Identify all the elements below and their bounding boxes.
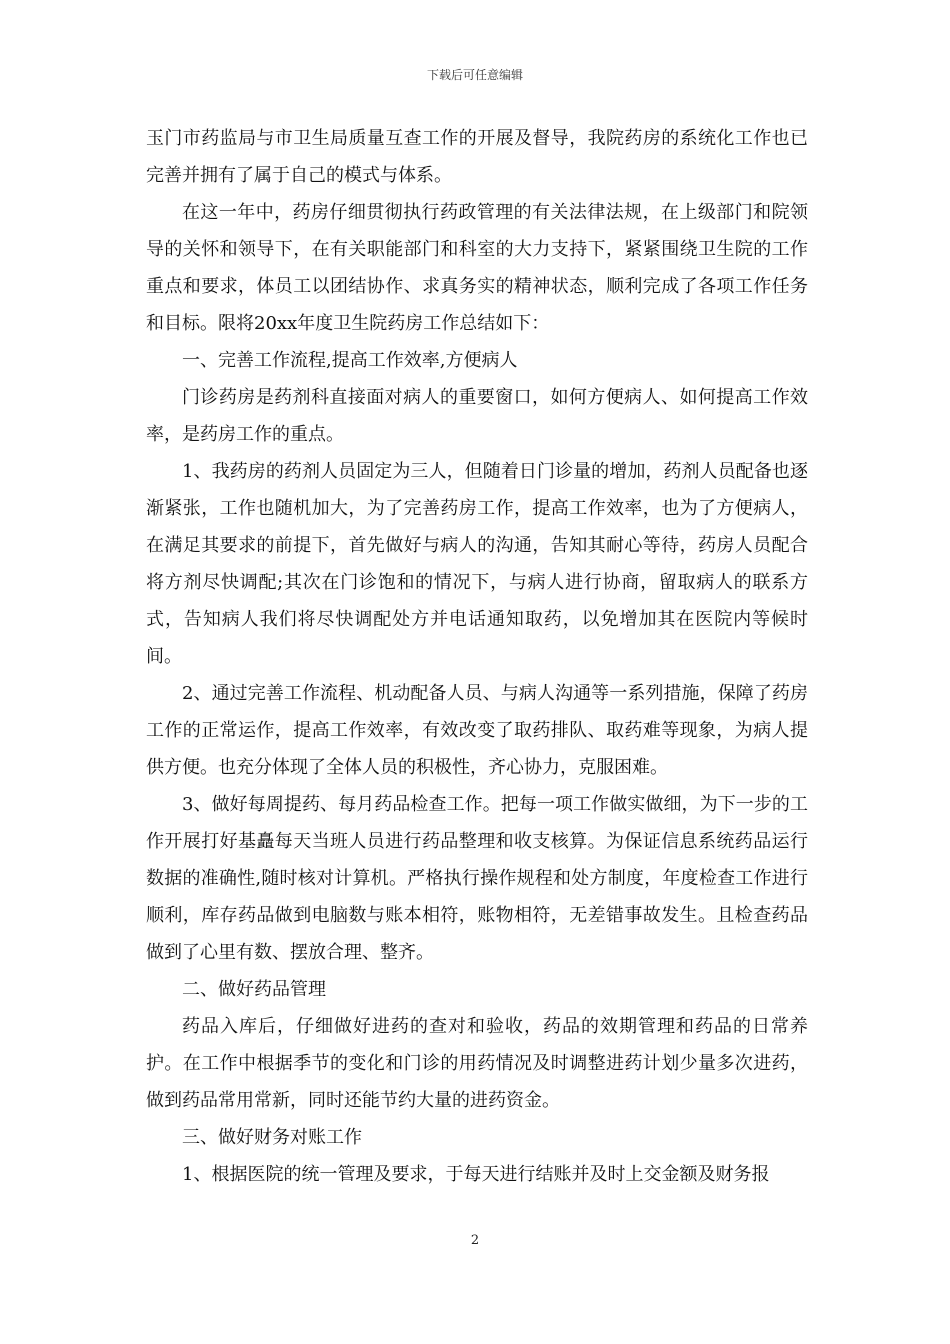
page-number: 2 bbox=[470, 1233, 480, 1248]
page-header-note: 下载后可任意编辑 bbox=[426, 68, 523, 82]
paragraph-3: 门诊药房是药剂科直接面对病人的重要窗口，如何方便病人、如何提高工作效率，是药房工作的重点。 bbox=[146, 387, 808, 445]
section-heading-3: 三、做好财务对账工作 bbox=[182, 1127, 362, 1148]
section-heading-1: 一、完善工作流程,提高工作效率,方便病人 bbox=[182, 350, 518, 371]
paragraph-8: 1、根据医院的统一管理及要求，于每天进行结账并及时上交金额及财务报 bbox=[182, 1164, 770, 1185]
paragraph-4: 1、我药房的药剂人员固定为三人，但随着日门诊量的增加，药剂人员配备也逐渐紧张，工作也随机加大，为了完善药房工作，提高工作效率，也为了方便病人，在满足其要求的前提下，首先做好与病人的沟通，告知其耐心等待，药房人员配合将方剂尽快调配;其次在门诊饱和的情况下，与病人进行协商，留取病人的联系方式，告知病人我们将尽快调配处方并电话通知取药，以免增加其在医院内等候时间。 bbox=[146, 461, 808, 667]
section-heading-2: 二、做好药品管理 bbox=[182, 979, 326, 1000]
paragraph-6: 3、做好每周提药、每月药品检查工作。把每一项工作做实做细，为下一步的工作开展打好基矗每天当班人员进行药品整理和收支核算。为保证信息系统药品运行数据的准确性,随时核对计算机。严格执行操作规程和处方制度，年度检查工作进行顺利，库存药品做到电脑数与账本相符，账物相符，无差错事故发生。且检查药品做到了心里有数、摆放合理、整齐。 bbox=[146, 794, 808, 963]
paragraph-1: 玉门市药监局与市卫生局质量互查工作的开展及督导，我院药房的系统化工作也已完善并拥有了属于自己的模式与体系。 bbox=[146, 128, 808, 186]
document-body bbox=[146, 120, 808, 1193]
paragraph-7: 药品入库后，仔细做好进药的查对和验收，药品的效期管理和药品的日常养护。在工作中根据季节的变化和门诊的用药情况及时调整进药计划少量多次进药，做到药品常用常新，同时还能节约大量的进药资金。 bbox=[146, 1016, 808, 1111]
paragraph-5: 2、通过完善工作流程、机动配备人员、与病人沟通等一系列措施，保障了药房工作的正常运作，提高工作效率，有效改变了取药排队、取药难等现象，为病人提供方便。也充分体现了全体人员的积极性，齐心协力，克服困难。 bbox=[146, 683, 808, 778]
paragraph-2: 在这一年中，药房仔细贯彻执行药政管理的有关法律法规，在上级部门和院领导的关怀和领导下，在有关职能部门和科室的大力支持下，紧紧围绕卫生院的工作重点和要求，体员工以团结协作、求真务实的精神状态，顺利完成了各项工作任务和目标。限将20xx年度卫生院药房工作总结如下： bbox=[146, 202, 808, 334]
